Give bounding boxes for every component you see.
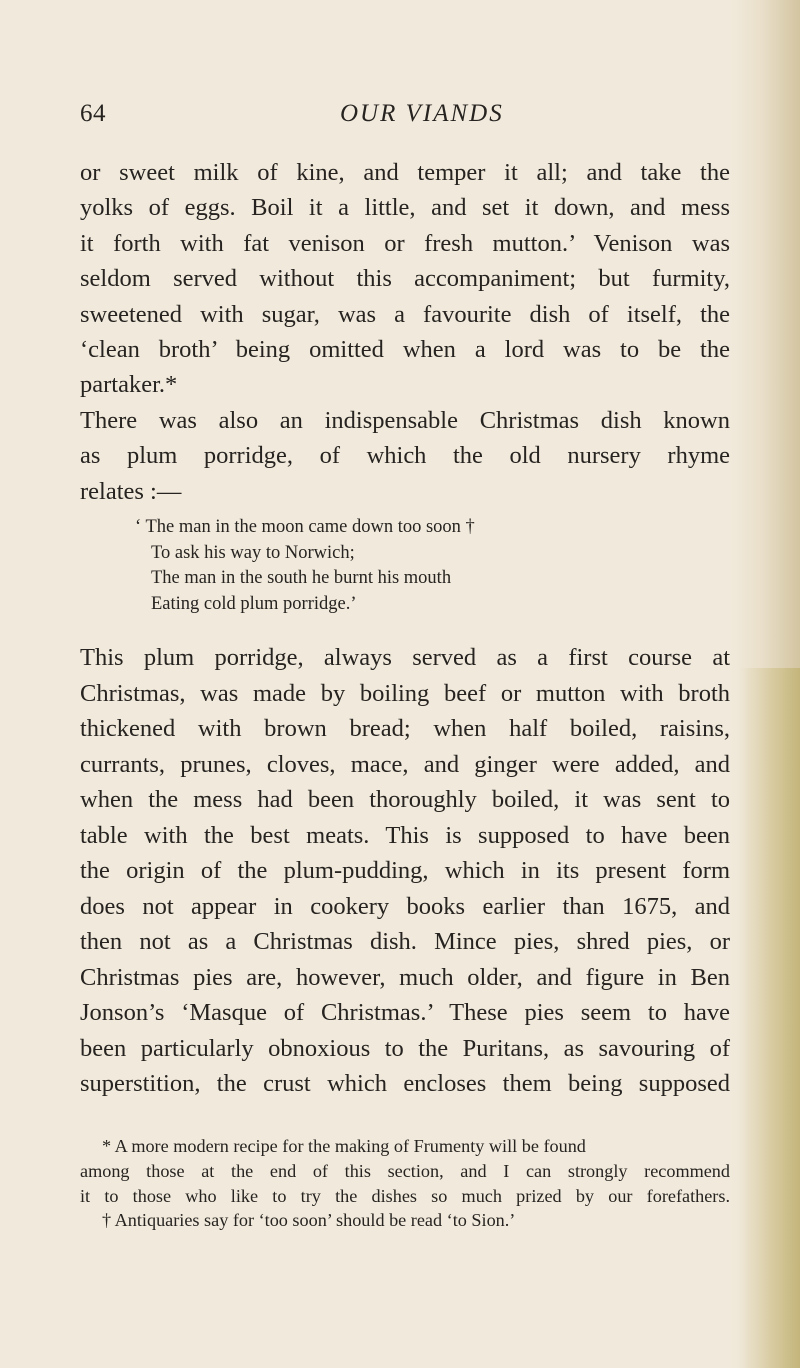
body-text-top — [80, 155, 730, 509]
text-line: There was also an indispensable Christmas dish known — [80, 406, 730, 434]
text-line: table with the best meats. This is supposed to have been — [80, 821, 730, 849]
text-line: Christmas pies are, however, much older, and figure in Ben — [80, 963, 730, 991]
page-header — [80, 100, 730, 140]
text-line: relates :— — [80, 477, 182, 505]
text-line: yolks of eggs. Boil it a little, and set it down, and mess — [80, 194, 730, 222]
nursery-rhyme-quote — [135, 515, 655, 617]
body-text-bottom — [80, 640, 730, 1102]
text-line: been particularly obnoxious to the Puritans, as savouring of — [80, 1034, 730, 1062]
page-number: 64 — [80, 100, 106, 127]
poem-line: ‘ The man in the moon came down too soon † — [135, 517, 475, 537]
text-line: it forth with fat venison or fresh mutton.’ Venison was — [80, 229, 730, 257]
page-edge-stain — [740, 668, 800, 1368]
poem-line: To ask his way to Norwich; — [151, 542, 355, 563]
text-line: Christmas, was made by boiling beef or mutton with broth — [80, 679, 730, 707]
text-line: thickened with brown bread; when half boiled, raisins, — [80, 715, 730, 742]
text-line: sweetened with sugar, was a favourite dish of itself, the — [80, 300, 730, 328]
text-line: ‘clean broth’ being omitted when a lord was to be the — [80, 335, 730, 363]
text-line: when the mess had been thoroughly boiled, it was sent to — [80, 786, 730, 813]
poem-line: The man in the south he burnt his mouth — [151, 568, 452, 588]
text-line: the origin of the plum-pudding, which in its present form — [80, 857, 730, 884]
text-line: currants, prunes, cloves, mace, and ginger were added, and — [80, 750, 730, 778]
footnote-line: † Antiquaries say for ‘too soon’ should be read ‘to Sion.’ — [102, 1210, 516, 1231]
running-head: OUR VIANDS — [340, 100, 504, 127]
text-line: does not appear in cookery books earlier than 1675, and — [80, 892, 730, 920]
text-line: as plum porridge, of which the old nursery rhyme — [80, 442, 730, 470]
text-line: Jonson’s ‘Masque of Christmas.’ These pies seem to have — [80, 999, 730, 1026]
text-line: seldom served without this accompaniment; but furmity, — [80, 265, 730, 293]
text-line: This plum porridge, always served as a first course at — [80, 644, 730, 671]
footnotes — [80, 1134, 730, 1233]
page-edge-shading — [730, 0, 800, 1368]
footnote-line: it to those who like to try the dishes so much prized by our forefathers. — [80, 1185, 730, 1206]
footnote-line: among those at the end of this section, and I can strongly recommend — [80, 1160, 730, 1181]
text-line: partaker.* — [80, 371, 178, 399]
text-line: then not as a Christmas dish. Mince pies, shred pies, or — [80, 928, 730, 955]
text-line: or sweet milk of kine, and temper it all; and take the — [80, 159, 730, 186]
footnote-line: * A more modern recipe for the making of Frumenty will be found — [102, 1136, 586, 1156]
poem-line: Eating cold plum porridge.’ — [151, 593, 357, 614]
text-line: superstition, the crust which encloses them being supposed — [80, 1070, 730, 1097]
